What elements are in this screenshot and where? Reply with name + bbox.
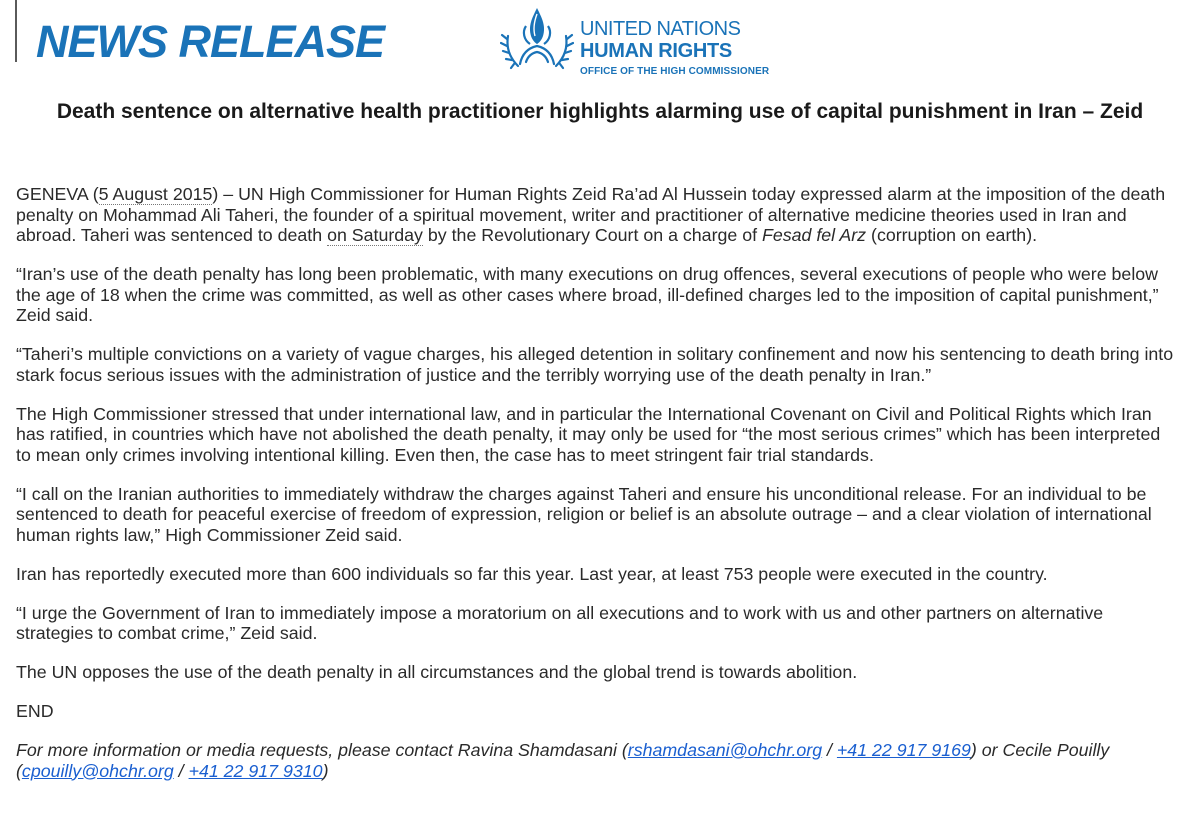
phone-link-pouilly[interactable]: +41 22 917 9310 xyxy=(188,760,323,781)
email-link-pouilly[interactable]: cpouilly@ohchr.org xyxy=(21,760,174,781)
contact-info xyxy=(16,740,1176,781)
paragraph: The UN opposes the use of the death penalty in all circumstances and the global trend is towards abolition. xyxy=(16,662,858,682)
un-emblem-icon xyxy=(500,4,574,78)
lead-charge: Fesad fel Arz xyxy=(761,225,867,245)
paragraph: “I urge the Government of Iran to immediately impose a moratorium on all executions and to work with us and other partners on alternative strategies to combat crime,” Zeid said. xyxy=(16,602,1104,643)
paragraph-lead xyxy=(16,184,1176,246)
header-divider xyxy=(15,0,17,62)
news-release-title: NEWS RELEASE xyxy=(36,16,385,67)
paragraph: “Iran’s use of the death penalty has long been problematic, with many executions on drug offences, several executions of people who were below the age of 18 when the crime was committed, as well as other cases where broad, ill-defined charges led to the imposition of capital punishment,” Zeid said. xyxy=(16,264,1159,325)
header xyxy=(0,0,1200,90)
contact-mid: ) or Cecile Pouilly ( xyxy=(16,740,1110,781)
phone-link-shamdasani[interactable]: +41 22 917 9169 xyxy=(836,740,971,760)
dateline-date: 5 August 2015 xyxy=(98,184,213,204)
contact-sep: / xyxy=(173,760,189,781)
lead-day: on Saturday xyxy=(327,225,423,245)
paragraph: Iran has reportedly executed more than 600 individuals so far this year. Last year, at least 753 people were executed in the country. xyxy=(16,563,1048,584)
org-line-2: HUMAN RIGHTS xyxy=(580,40,732,62)
email-link-shamdasani[interactable]: rshamdasani@ohchr.org xyxy=(627,740,823,760)
lead-text-a: ) – UN High Commissioner for Human Rights Zeid Ra’ad Al Hussein today expressed alarm at the imposition of the death penalty on Mohammad Ali Taheri, the founder of a spiritual movement, writer and practitioner of alternative medicine theories used in Iran and abroad. Taheri was sentenced to death xyxy=(16,184,1166,245)
contact-end: ) xyxy=(322,760,329,781)
lead-text-b: by the Revolutionary Court on a charge of xyxy=(422,225,762,245)
org-line-1: UNITED NATIONS xyxy=(580,18,741,40)
org-name xyxy=(580,18,769,79)
paragraph: “I call on the Iranian authorities to immediately withdraw the charges against Taheri and ensure his unconditional release. For an individual to be sentenced to death for peaceful exercise of freedom of expression, religion or belief is an absolute outrage – and a clear violation of international human rights law,” High Commissioner Zeid said. xyxy=(16,483,1152,545)
paragraph: The High Commissioner stressed that under international law, and in particular the International Covenant on Civil and Political Rights which Iran has ratified, in countries which have not abolished the death penalty, it may only be used for “the most serious crimes” which has been interpreted to mean only crimes involving intentional killing. Even then, the case has to meet stringent fair trial standards. xyxy=(16,403,1161,465)
article-body xyxy=(16,184,1176,800)
paragraph: “Taheri’s multiple convictions on a variety of vague charges, his alleged detention in solitary confinement and now his sentencing to death bring into stark focus serious issues with the administration of justice and the terribly worrying use of the death penalty in Iran.” xyxy=(16,344,1174,385)
dateline-city: GENEVA ( xyxy=(16,184,99,204)
contact-intro: For more information or media requests, please contact Ravina Shamdasani ( xyxy=(16,740,628,760)
end-marker: END xyxy=(16,701,54,721)
headline: Death sentence on alternative health practitioner highlights alarming use of capital punishment in Iran – Zeid xyxy=(56,100,1144,123)
org-line-3: OFFICE OF THE HIGH COMMISSIONER xyxy=(580,66,770,77)
contact-sep: / xyxy=(822,740,837,760)
lead-text-c: (corruption on earth). xyxy=(866,225,1038,245)
